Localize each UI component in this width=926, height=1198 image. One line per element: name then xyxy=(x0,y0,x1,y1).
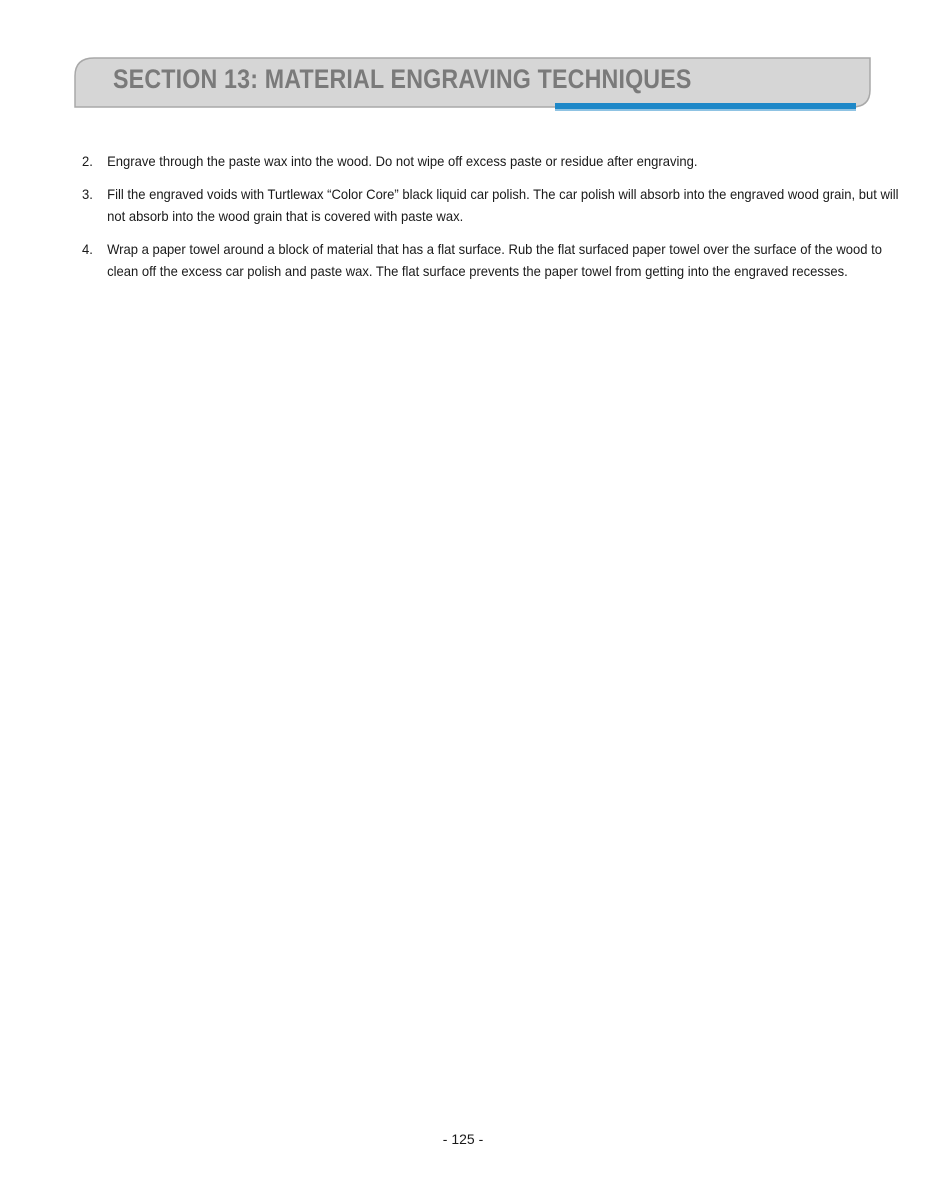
step-item xyxy=(82,183,902,227)
section-title: SECTION 13: MATERIAL ENGRAVING TECHNIQUES xyxy=(113,64,692,94)
steps-list xyxy=(82,150,899,293)
section-header-band xyxy=(0,0,926,120)
header-accent-bar xyxy=(555,103,856,109)
step-number: 3. xyxy=(82,186,93,202)
step-text: Wrap a paper towel around a block of material that has a flat surface. Rub the flat surfaced paper towel over the surface of the wood to clean off the excess car polish and paste wax. The flat surface prevents the paper towel from getting into the engraved recesses. xyxy=(107,241,883,279)
step-text: Engrave through the paste wax into the wood. Do not wipe off excess paste or residue after engraving. xyxy=(107,153,698,169)
step-number: 2. xyxy=(82,153,93,169)
section-header xyxy=(0,0,926,120)
step-item xyxy=(82,238,902,282)
step-number: 4. xyxy=(82,241,93,257)
page-number: - 125 - xyxy=(442,1131,484,1147)
step-item xyxy=(82,150,902,172)
step-text: Fill the engraved voids with Turtlewax “Color Core” black liquid car polish. The car polish will absorb into the engraved wood grain, but will not absorb into the wood grain that is covered with paste wax. xyxy=(107,186,899,224)
header-accent-shadow xyxy=(555,109,856,111)
